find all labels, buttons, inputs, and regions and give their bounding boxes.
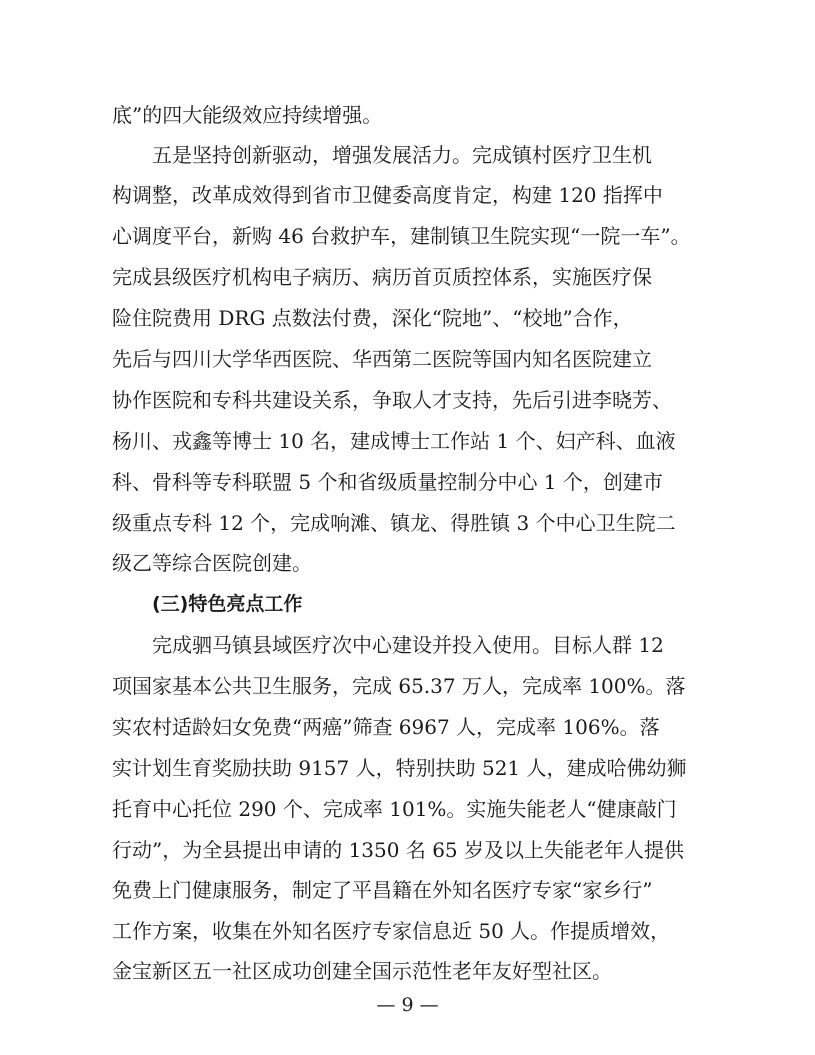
text-line (0, 257, 815, 297)
text-line (0, 95, 815, 135)
text-line (0, 830, 815, 870)
paragraph-text: 完成县级医疗机构电子病历、病历首页质控体系，实施医疗保 (112, 265, 652, 289)
text-line (0, 216, 815, 256)
text-line (0, 666, 815, 706)
paragraph-text: 心调度平台，新购 46 台救护车，建制镇卫生院实现“一院一车”。 (112, 224, 691, 248)
text-line (0, 503, 815, 543)
text-line (0, 421, 815, 461)
text-line (0, 789, 815, 829)
paragraph-text: 金宝新区五一社区成功创建全国示范性老年友好型社区。 (112, 959, 612, 983)
text-line (0, 380, 815, 420)
paragraph-text: 实计划生育奖励扶助 9157 人，特别扶助 521 人，建成哈佛幼狮 (112, 756, 687, 780)
text-line (0, 175, 815, 215)
text-line (0, 462, 815, 502)
paragraph-text: 行动”，为全县提出申请的 1350 名 65 岁及以上失能老年人提供 (112, 838, 685, 862)
text-line (0, 135, 815, 175)
paragraph-text: 实农村适龄妇女免费“两癌”筛查 6967 人，完成率 106%。落 (112, 715, 660, 739)
paragraph-text: 托育中心托位 290 个、完成率 101%。实施失能老人“健康敲门 (112, 797, 677, 821)
paragraph-text: 先后与四川大学华西医院、华西第二医院等国内知名医院建立 (112, 347, 652, 371)
text-line (0, 543, 815, 583)
paragraph-text: 险住院费用 DRG 点数法付费，深化“院地”、“校地”合作， (112, 306, 633, 330)
text-line (0, 748, 815, 788)
text-line (0, 625, 815, 665)
section-heading-text: (三)特色亮点工作 (152, 593, 303, 615)
text-line (0, 911, 815, 951)
paragraph-text: 免费上门健康服务，制定了平昌籍在外知名医疗专家“家乡行” (112, 878, 653, 902)
paragraph-text: 工作方案，收集在外知名医疗专家信息近 50 人。作提质增效， (112, 919, 671, 943)
text-line (0, 339, 815, 379)
paragraph-text: 科、骨科等专科联盟 5 个和省级质量控制分中心 1 个，创建市 (112, 470, 663, 494)
text-line (0, 707, 815, 747)
page-number: — 9 — (376, 994, 439, 1016)
paragraph-text: 协作医院和专科共建设关系，争取人才支持，先后引进李晓芳、 (112, 388, 672, 412)
paragraph-text: 构调整，改革成效得到省市卫健委高度肯定，构建 120 指挥中 (112, 183, 663, 207)
paragraph-text: 级乙等综合医院创建。 (112, 551, 312, 575)
paragraph-text: 五是坚持创新驱动，增强发展活力。完成镇村医疗卫生机 (152, 143, 652, 167)
paragraph-tail-text: 底”的四大能级效应持续增强。 (112, 103, 383, 127)
paragraph-text: 项国家基本公共卫生服务，完成 65.37 万人，完成率 100%。落 (112, 674, 686, 698)
text-line (0, 951, 815, 991)
paragraph-text: 完成驷马镇县域医疗次中心建设并投入使用。目标人群 12 (152, 633, 664, 657)
paragraph-text: 级重点专科 12 个，完成响滩、镇龙、得胜镇 3 个中心卫生院二 (112, 511, 676, 535)
paragraph-text: 杨川、戎鑫等博士 10 名，建成博士工作站 1 个、妇产科、血液 (112, 429, 676, 453)
section-heading (0, 584, 815, 624)
text-line (0, 870, 815, 910)
text-line (0, 298, 815, 338)
